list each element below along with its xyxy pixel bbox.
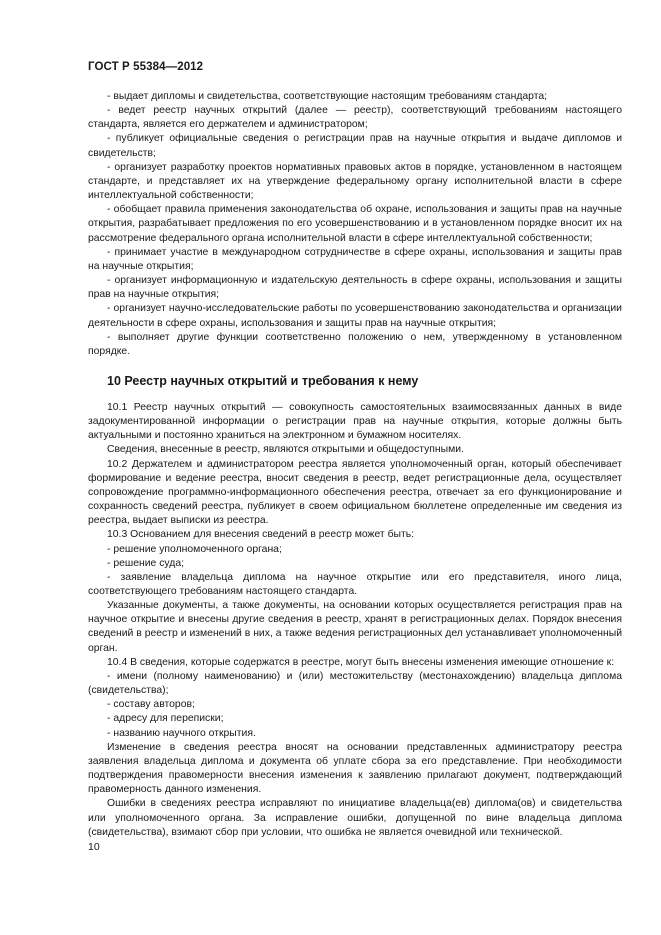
paragraph: 10.4 В сведения, которые содержатся в реестре, могут быть внесены изменения имеющие отношение к:	[107, 656, 615, 668]
paragraph: Ошибки в сведениях реестра исправляют по инициативе владельца(ев) диплома(ов) и свидетельства или уполномоченного органа. За исправление ошибки, допущенной по вине владельца диплома (свидетельства), взимают сбор при условии, что ошибка не является очевидной или технической.	[88, 798, 622, 838]
section-title: 10 Реестр научных открытий и требования к нему	[107, 373, 419, 388]
paragraph: 10.1 Реестр научных открытий — совокупность самостоятельных взаимосвязанных данных в виде задокументированной информации о регистрации прав на научные открытия, которые должны быть актуальными и постоянно храниться на электронном и бумажном носителях.	[88, 401, 622, 442]
list-item: - ведет реестр научных открытий (далее — реестр), соответствующий требованиям настоящего стандарта, является его держателем и администратором;	[88, 105, 622, 131]
page-number: 10	[88, 841, 100, 853]
document-code-header: ГОСТ Р 55384—2012	[88, 61, 204, 73]
list-item: - решение уполномоченного органа;	[107, 543, 282, 555]
list-item: - организует разработку проектов нормативных правовых актов в порядке, установленном в настоящем стандарте, и представляет их на утверждение федеральному органу исполнительной власти в сфере интеллектуальной собственности;	[88, 161, 622, 202]
list-item: - имени (полному наименованию) и (или) местожительству (местонахождению) владельца диплома (свидетельства);	[88, 670, 622, 697]
list-item: - составу авторов;	[107, 699, 195, 711]
document-body	[88, 90, 622, 840]
list-item: - принимает участие в международном сотрудничестве в сфере охраны, использования и защиты прав на научные открытия;	[88, 246, 622, 272]
paragraph: 10.3 Основанием для внесения сведений в реестр может быть:	[107, 529, 415, 541]
list-item: - решение суда;	[107, 557, 185, 569]
list-item: - названию научного открытия.	[107, 727, 256, 739]
section-content	[88, 401, 622, 840]
list-item: - выполняет другие функции соответственно положению о нем, утвержденному в установленном порядке.	[88, 331, 622, 357]
paragraph: Сведения, внесенные в реестр, являются открытыми и общедоступными.	[107, 444, 464, 456]
list-item: - организует научно-исследовательские работы по усовершенствованию законодательства и организации деятельности в сфере охраны, использования и защиты прав на научные открытия;	[88, 303, 622, 329]
list-item: - заявление владельца диплома на научное открытие или его представителя, иного лица, соответствующего требованиям настоящего стандарта.	[88, 571, 622, 597]
list-item: - обобщает правила применения законодательства об охране, использования и защиты прав на научные открытия, разрабатывает предложения по его усовершенствованию и в установленном порядке вносит их на рассмотрение федерального органа исполнительной власти в сфере интеллектуальной собственности;	[88, 204, 622, 244]
paragraph: 10.2 Держателем и администратором реестра является уполномоченный орган, который обеспечивает формирование и ведение реестра, вносит сведения в реестр, ведет регистрационные дела, осуществляет сопровождение программно-информационного обеспечения реестра, отвечает за его функционирование и сохранность сведений реестра, публикует в своем официальном бюллетене определенные им сведения из реестра, выдает выписки из реестра.	[88, 458, 622, 527]
list-item: - публикует официальные сведения о регистрации прав на научные открытия и выдаче дипломов и свидетельств;	[88, 133, 622, 159]
paragraph: Изменение в сведения реестра вносят на основании представленных администратору реестра заявления владельца диплома и документа об уплате сбора за его представление. При необходимости подтверждения правомерности внесения изменения к заявлению прилагают документ, подтверждающий правомерность данного изменения.	[88, 741, 622, 796]
list-item: - организует информационную и издательскую деятельность в сфере охраны, использования и защиты прав на научные открытия;	[88, 275, 622, 301]
functions-list	[88, 90, 622, 359]
list-item: - адресу для переписки;	[107, 713, 224, 725]
list-item: - выдает дипломы и свидетельства, соответствующие настоящим требованиям стандарта;	[107, 91, 548, 102]
paragraph: Указанные документы, а также документы, на основании которых осуществляется регистрация прав на научное открытие и внесены другие сведения в реестр, хранят в регистрационных делах. Порядок внесения сведений в реестр и изменений в них, а также ведения регистрационных дел устанавливает уполномоченный орган.	[88, 600, 622, 654]
